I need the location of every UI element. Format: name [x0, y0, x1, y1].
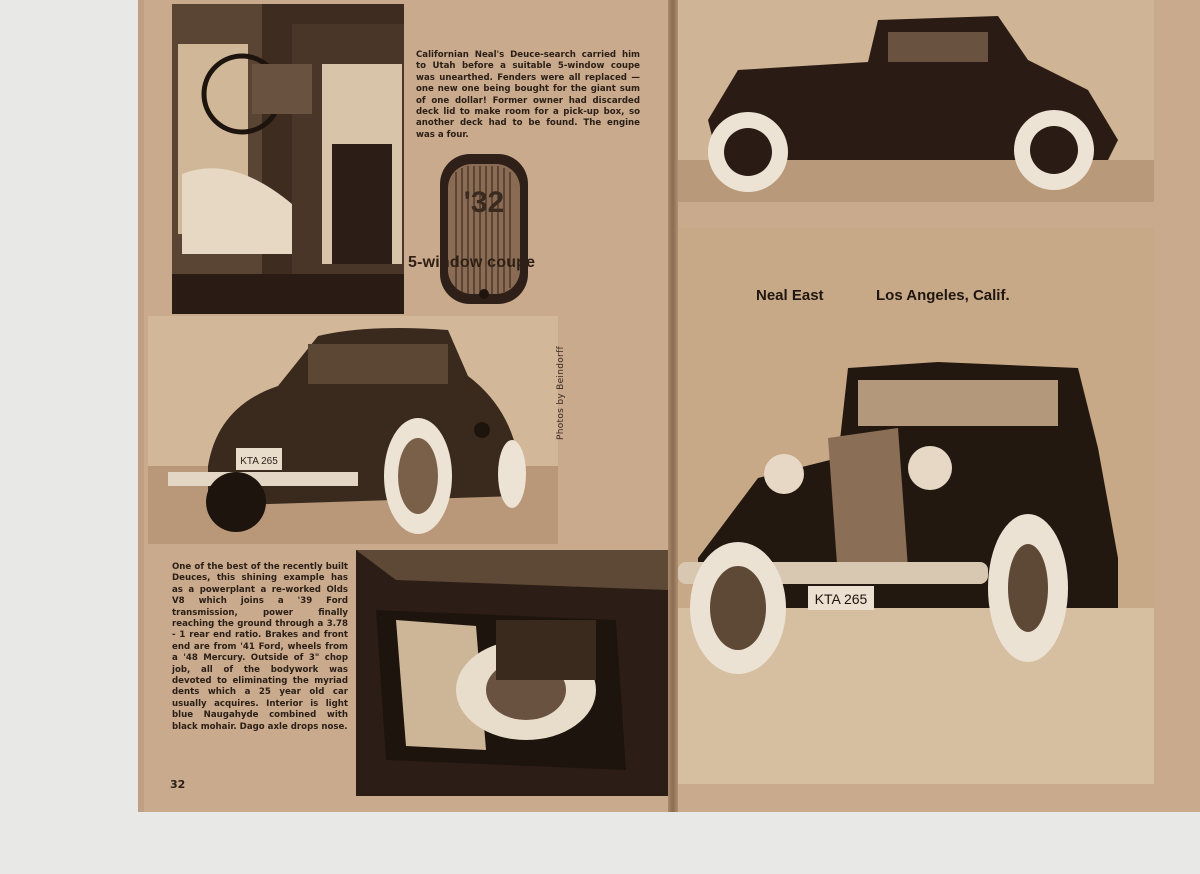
badge-title: 5-window coupe	[408, 254, 536, 271]
rear-license-plate: KTA 265	[240, 456, 278, 467]
photo-interior	[172, 4, 404, 314]
photo-rear-view	[148, 316, 558, 544]
binding-gutter	[668, 0, 678, 812]
grille-badge	[436, 150, 532, 308]
owner-name: Neal East	[756, 287, 824, 304]
photo-credit: Photos by Beindorff	[556, 346, 566, 440]
page-edge	[138, 0, 144, 812]
page-number: 32	[170, 778, 186, 791]
caption-bottom: One of the best of the recently built Deuces, this shining example has as a powerplant a re-worked Olds V8 which joins a '39 Ford transmission, power finally reaching the ground through a 3.78 - 1 rear end ratio. Brakes and front end are from '41 Ford, wheels from a '48 Mercury. Outside of 3" chop job, all of the bodywork was devoted to eliminating the myriad dents which a 25 year old car usually acquires. Interior is light blue Naugahyde combined with black mohair. Dago axle drops nose.	[172, 562, 348, 732]
photo-front-view	[678, 228, 1154, 784]
front-license-plate: KTA 265	[814, 591, 868, 607]
owner-location: Los Angeles, Calif.	[876, 287, 1010, 304]
photo-trunk	[356, 550, 668, 796]
badge-year: '32	[463, 186, 505, 219]
caption-top: Californian Neal's Deuce-search carried him to Utah before a suitable 5-window coupe was unearthed. Fenders were all replaced — one new one being bought for the giant sum of one dollar! Former owner had discarded deck lid to make room for a pick-up box, so another deck had to be found. The engine was a four.	[416, 50, 640, 140]
photo-side-profile	[678, 0, 1154, 202]
